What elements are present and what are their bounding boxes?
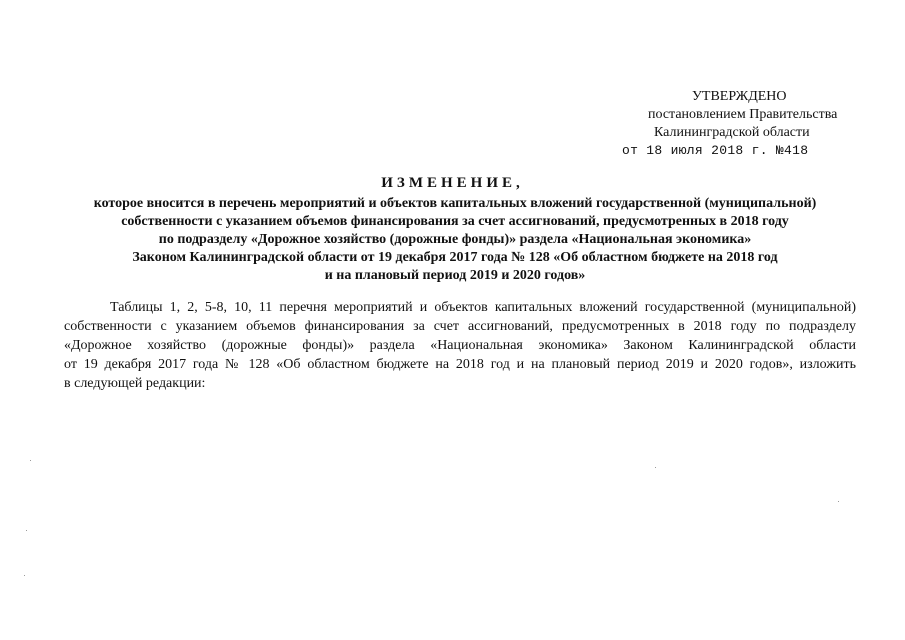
approval-line-date-number: от 18 июля 2018 г. №418 (622, 143, 809, 158)
document-subtitle (60, 195, 850, 285)
paragraph-line: от 19 декабря 2017 года № 128 «Об областном бюджете на 2018 год и на плановый период 2019 и 2020 годов», изложить (64, 357, 856, 372)
scan-speck (26, 530, 27, 531)
subtitle-line: Законом Калининградской области от 19 декабря 2017 года № 128 «Об областном бюджете на 2018 год (132, 250, 778, 265)
approval-line-region: Калининградской области (654, 125, 810, 140)
subtitle-line: по подразделу «Дорожное хозяйство (дорожные фонды)» раздела «Национальная экономика» (158, 232, 752, 247)
scan-speck (30, 460, 31, 461)
approval-line-decree: постановлением Правительства (648, 107, 838, 122)
approval-stamp (600, 88, 880, 160)
scan-speck (24, 575, 25, 576)
approval-heading: УТВЕРЖДЕНО (692, 89, 787, 104)
paragraph-line: в следующей редакции: (64, 376, 206, 391)
scan-speck (838, 501, 839, 502)
body-paragraph (64, 298, 856, 393)
subtitle-line: и на плановый период 2019 и 2020 годов» (324, 268, 586, 283)
paragraph-line: Таблицы 1, 2, 5-8, 10, 11 перечня мероприятий и объектов капитальных вложений государственной (муниципальной) (110, 300, 856, 315)
document-title: ИЗМЕНЕНИЕ, (381, 175, 524, 191)
subtitle-line: собственности с указанием объемов финансирования за счет ассигнований, предусмотренных в 2018 году (121, 214, 789, 229)
scan-speck (655, 467, 656, 468)
subtitle-line: которое вносится в перечень мероприятий и объектов капитальных вложений государственной (муниципальной) (93, 196, 817, 211)
paragraph-line: собственности с указанием объемов финансирования за счет ассигнований, предусмотренных в 2018 году по подразделу (64, 319, 856, 334)
paragraph-line: «Дорожное хозяйство (дорожные фонды)» раздела «Национальная экономика» Законом Калининградской области (64, 338, 856, 353)
